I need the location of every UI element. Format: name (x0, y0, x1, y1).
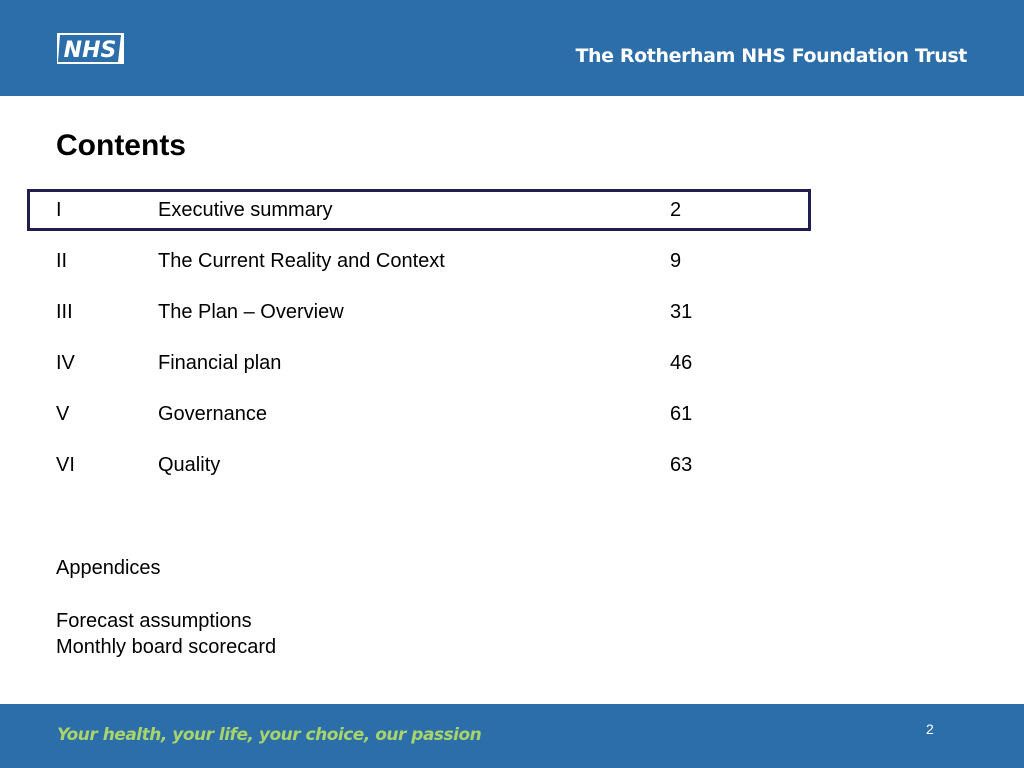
page-number: 2 (926, 721, 934, 737)
toc-label: Financial plan (158, 352, 282, 374)
toc-page: 2 (670, 199, 682, 221)
toc-number: VI (56, 454, 75, 476)
footer-slogan: Your health, your life, your choice, our passion (57, 725, 482, 745)
toc-number: V (56, 403, 70, 425)
appendices-heading: Appendices (56, 557, 161, 579)
toc-row-1[interactable] (56, 199, 756, 250)
toc-row-2[interactable] (56, 250, 756, 301)
header-bar (0, 0, 1024, 96)
appendix-list (56, 608, 276, 660)
toc-number: II (56, 250, 68, 272)
toc-label: Quality (158, 454, 221, 476)
toc-number: IV (56, 352, 75, 374)
nhs-logo-text: NHS (63, 38, 117, 63)
toc-page: 61 (670, 403, 693, 425)
toc-row-3[interactable] (56, 301, 756, 352)
toc-number: III (56, 301, 73, 323)
trust-name: The Rotherham NHS Foundation Trust (575, 45, 967, 67)
toc-page: 46 (670, 352, 693, 374)
appendix-item: Forecast assumptions (56, 610, 252, 632)
contents-list (56, 199, 756, 505)
toc-label: The Current Reality and Context (158, 250, 445, 272)
toc-number: I (56, 199, 62, 221)
page-title: Contents (56, 129, 186, 162)
nhs-logo (57, 33, 124, 64)
appendix-item: Monthly board scorecard (56, 636, 277, 658)
toc-page: 9 (670, 250, 682, 272)
toc-label: Executive summary (158, 199, 333, 221)
toc-row-6[interactable] (56, 454, 756, 505)
toc-label: The Plan – Overview (158, 301, 344, 323)
toc-row-5[interactable] (56, 403, 756, 454)
toc-row-4[interactable] (56, 352, 756, 403)
toc-label: Governance (158, 403, 267, 425)
toc-page: 31 (670, 301, 693, 323)
footer-bar (0, 704, 1024, 768)
toc-page: 63 (670, 454, 693, 476)
